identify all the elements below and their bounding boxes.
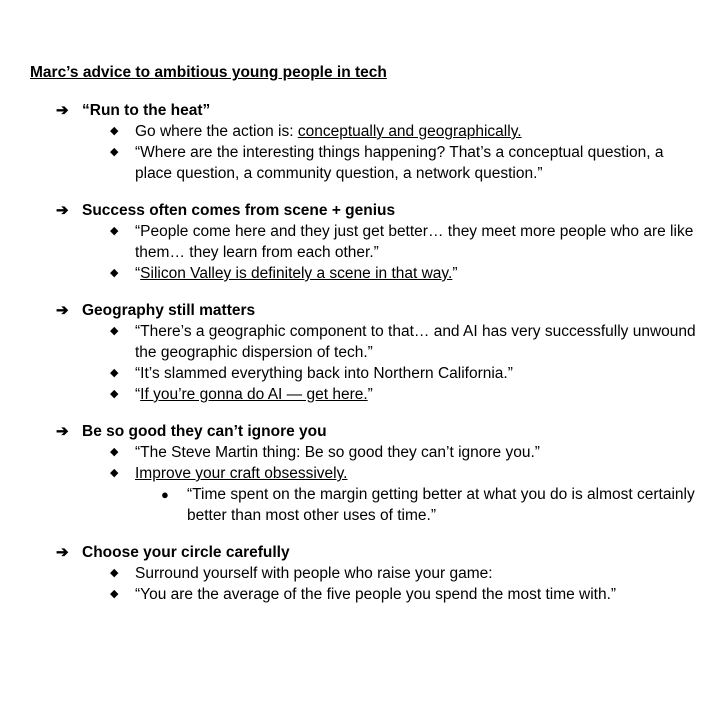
heading-text: Choose your circle carefully: [82, 544, 290, 561]
list-item: [30, 221, 700, 263]
list-item: [30, 142, 700, 184]
item-text-close-quote: ”: [452, 265, 458, 282]
arrow-right-icon: ➔: [56, 102, 69, 119]
item-text: “The Steve Martin thing: Be so good they can’t ignore you.”: [135, 444, 540, 461]
list-item: [30, 363, 700, 384]
section-geography: [30, 300, 700, 405]
diamond-icon: ◆: [110, 446, 119, 458]
list-item: [30, 584, 700, 605]
section-choose-circle: [30, 542, 700, 605]
arrow-right-icon: ➔: [56, 423, 69, 440]
diamond-icon: ◆: [110, 367, 119, 379]
diamond-icon: ◆: [110, 567, 119, 579]
diamond-icon: ◆: [110, 388, 119, 400]
section-heading: [30, 100, 700, 121]
underlined-text: Improve your craft obsessively.: [135, 465, 348, 482]
list-item: [30, 263, 700, 284]
item-text: Go where the action is:: [135, 123, 298, 140]
circle-icon: ●: [161, 487, 169, 502]
section-run-to-the-heat: [30, 100, 700, 184]
section-heading: [30, 542, 700, 563]
heading-text: Success often comes from scene + genius: [82, 202, 396, 219]
list-item: [30, 442, 700, 463]
section-heading: [30, 200, 700, 221]
diamond-icon: ◆: [110, 325, 119, 337]
section-heading: [30, 421, 700, 442]
list-item: [30, 563, 700, 584]
diamond-icon: ◆: [110, 125, 119, 137]
item-text: “You are the average of the five people you spend the most time with.”: [135, 586, 617, 603]
list-item: [30, 384, 700, 405]
item-text: Surround yourself with people who raise your game:: [135, 565, 493, 582]
underlined-text: Silicon Valley is definitely a scene in that way.: [140, 265, 453, 282]
list-item: [30, 463, 700, 484]
item-text: “It’s slammed everything back into Northern California.”: [135, 365, 513, 382]
heading-text: Geography still matters: [82, 302, 256, 319]
section-heading: [30, 300, 700, 321]
diamond-icon: ◆: [110, 225, 119, 237]
section-be-so-good: [30, 421, 700, 526]
diamond-icon: ◆: [110, 146, 119, 158]
arrow-right-icon: ➔: [56, 202, 69, 219]
item-text-open-quote: “: [135, 386, 141, 403]
document-title: Marc’s advice to ambitious young people in tech: [30, 64, 387, 81]
item-text-open-quote: “: [135, 265, 141, 282]
item-text: “People come here and they just get better… they meet more people who are like them… they learn from each other.”: [135, 223, 694, 261]
document-body: [30, 62, 700, 621]
item-text: “There’s a geographic component to that… and AI has very successfully unwound the geographic dispersion of tech.”: [135, 323, 696, 361]
heading-text: Be so good they can’t ignore you: [82, 423, 327, 440]
item-text: “Where are the interesting things happening? That’s a conceptual question, a place question, a community question, a network question.”: [135, 144, 664, 182]
underlined-text: If you’re gonna do AI — get here.: [140, 386, 368, 403]
section-scene-genius: [30, 200, 700, 284]
heading-text: “Run to the heat”: [82, 102, 211, 119]
sub-item-text: “Time spent on the margin getting better at what you do is almost certainly better than most other uses of time.”: [187, 486, 695, 524]
underlined-text: conceptually and geographically.: [297, 123, 522, 140]
diamond-icon: ◆: [110, 267, 119, 279]
diamond-icon: ◆: [110, 467, 119, 479]
arrow-right-icon: ➔: [56, 544, 69, 561]
sub-list-item: [30, 484, 700, 526]
diamond-icon: ◆: [110, 588, 119, 600]
arrow-right-icon: ➔: [56, 302, 69, 319]
item-text-close-quote: ”: [367, 386, 373, 403]
list-item: [30, 121, 700, 142]
list-item: [30, 321, 700, 363]
